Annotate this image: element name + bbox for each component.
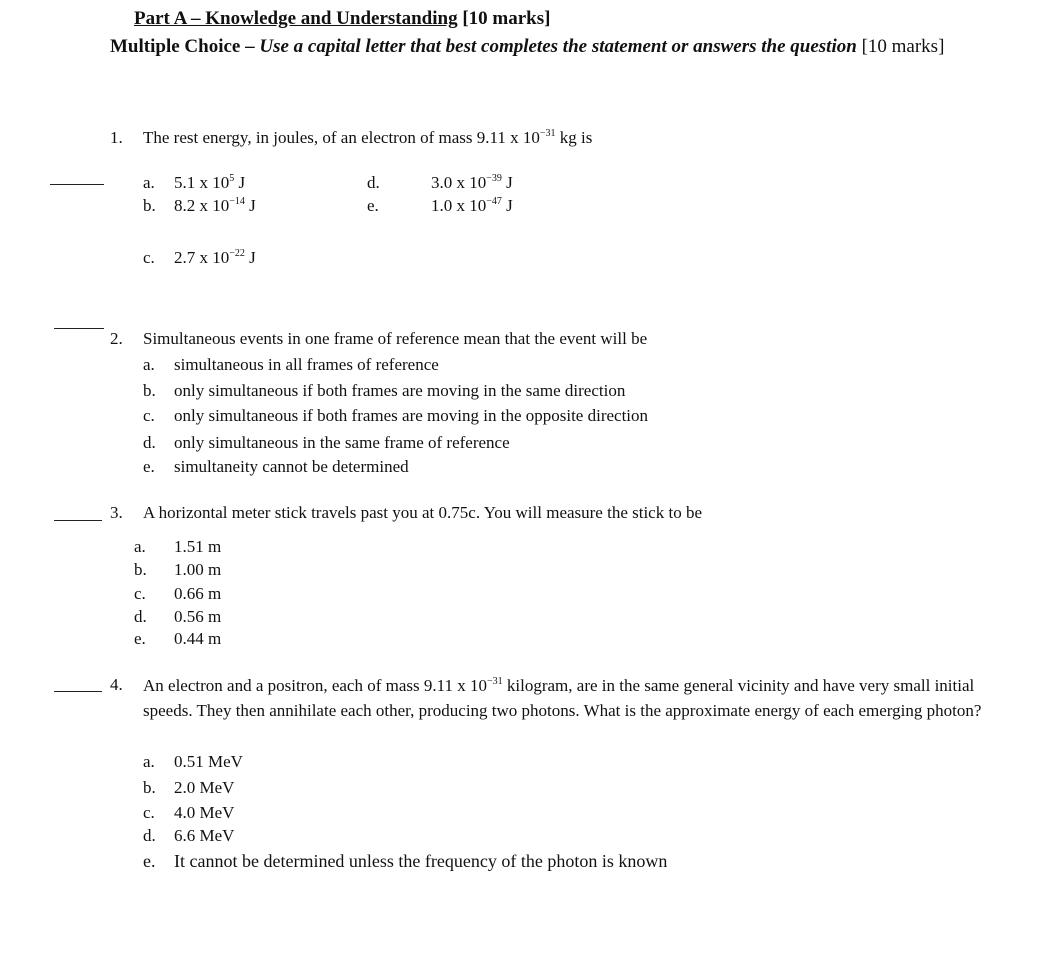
q1-option-a bbox=[174, 173, 245, 193]
q4-option-e-letter: e. bbox=[143, 851, 156, 871]
q3-option-b: 1.00 m bbox=[174, 560, 222, 579]
q4-option-a-letter: a. bbox=[143, 752, 155, 771]
q1-option-e-exp: −47 bbox=[486, 196, 502, 207]
q1-option-b-letter: b. bbox=[143, 196, 156, 215]
question-4-number: 4. bbox=[110, 675, 123, 694]
question-4-exponent: −31 bbox=[487, 676, 503, 687]
instruction-text: Use a capital letter that best completes the statement or answers the question bbox=[259, 36, 857, 57]
question-1-text bbox=[143, 128, 592, 148]
part-title bbox=[134, 8, 550, 30]
q4-option-e: It cannot be determined unless the frequency of the photon is known bbox=[174, 851, 668, 871]
q1-option-d bbox=[431, 173, 513, 193]
q4-option-c-letter: c. bbox=[143, 803, 155, 822]
q2-option-b-letter: b. bbox=[143, 381, 156, 400]
instruction-marks: [10 marks] bbox=[861, 36, 945, 57]
q1-option-c bbox=[174, 248, 256, 268]
question-1-text-end: kg is bbox=[555, 128, 593, 147]
q4-option-b-letter: b. bbox=[143, 778, 156, 797]
q2-option-e-letter: e. bbox=[143, 457, 155, 476]
instructions bbox=[110, 33, 1010, 61]
question-4-text-end: kilogram, are in the same general vicinity and have very small initial speeds. They then annihilate each other, producing two photons. What is the approximate energy of each emerging photon? bbox=[143, 676, 982, 720]
q4-option-c: 4.0 MeV bbox=[174, 803, 235, 822]
q1-option-d-unit: J bbox=[501, 173, 513, 192]
question-1-text-main: The rest energy, in joules, of an electron of mass 9.11 x 10 bbox=[143, 128, 540, 147]
q2-option-d-letter: d. bbox=[143, 433, 156, 452]
q1-option-c-unit: J bbox=[244, 248, 256, 267]
q1-option-a-exp: 5 bbox=[229, 173, 235, 184]
question-4-text-main: An electron and a positron, each of mass 9.11 x 10 bbox=[143, 676, 488, 695]
part-marks: [10 marks] bbox=[462, 8, 551, 29]
q1-option-b-base: 8.2 x 10 bbox=[174, 196, 230, 215]
question-4-text bbox=[143, 673, 1003, 723]
q3-option-e: 0.44 m bbox=[174, 629, 222, 648]
q2-option-e: simultaneity cannot be determined bbox=[174, 457, 409, 476]
answer-blank-2[interactable] bbox=[54, 328, 104, 329]
q1-option-b bbox=[174, 196, 256, 216]
q3-option-c-letter: c. bbox=[134, 584, 146, 603]
q2-option-a: simultaneous in all frames of reference bbox=[174, 355, 439, 374]
q1-option-e-base: 1.0 x 10 bbox=[431, 196, 487, 215]
question-1-exponent: −31 bbox=[539, 128, 556, 139]
q3-option-c: 0.66 m bbox=[174, 584, 222, 603]
q3-option-a-letter: a. bbox=[134, 537, 146, 556]
question-3-number: 3. bbox=[110, 503, 123, 522]
q1-option-d-exp: −39 bbox=[486, 173, 502, 184]
question-2-number: 2. bbox=[110, 329, 123, 348]
q3-option-e-letter: e. bbox=[134, 629, 146, 648]
q1-option-e-unit: J bbox=[501, 196, 513, 215]
q1-option-e-letter: e. bbox=[367, 196, 379, 215]
q1-option-c-base: 2.7 x 10 bbox=[174, 248, 230, 267]
answer-blank-1[interactable] bbox=[50, 184, 104, 185]
q1-option-d-letter: d. bbox=[367, 173, 380, 192]
q2-option-a-letter: a. bbox=[143, 355, 155, 374]
q2-option-d: only simultaneous in the same frame of reference bbox=[174, 433, 510, 452]
q3-option-a: 1.51 m bbox=[174, 537, 222, 556]
q1-option-a-base: 5.1 x 10 bbox=[174, 173, 230, 192]
q4-option-b: 2.0 MeV bbox=[174, 778, 235, 797]
q2-option-b: only simultaneous if both frames are moving in the same direction bbox=[174, 381, 626, 400]
q1-option-c-letter: c. bbox=[143, 248, 155, 267]
q1-option-d-base: 3.0 x 10 bbox=[431, 173, 487, 192]
instruction-heading: Multiple Choice – bbox=[110, 36, 255, 57]
q1-option-b-unit: J bbox=[244, 196, 256, 215]
q3-option-d-letter: d. bbox=[134, 607, 147, 626]
q4-option-d: 6.6 MeV bbox=[174, 826, 235, 845]
q3-option-b-letter: b. bbox=[134, 560, 147, 579]
q4-option-d-letter: d. bbox=[143, 826, 156, 845]
q2-option-c-letter: c. bbox=[143, 406, 155, 425]
q1-option-a-letter: a. bbox=[143, 173, 155, 192]
q3-option-d: 0.56 m bbox=[174, 607, 222, 626]
answer-blank-3[interactable] bbox=[54, 520, 102, 521]
question-2-text: Simultaneous events in one frame of reference mean that the event will be bbox=[143, 329, 648, 348]
q2-option-c: only simultaneous if both frames are moving in the opposite direction bbox=[174, 406, 649, 425]
q1-option-b-exp: −14 bbox=[229, 196, 245, 207]
question-3-text: A horizontal meter stick travels past you at 0.75c. You will measure the stick to be bbox=[143, 503, 702, 522]
q1-option-e bbox=[431, 196, 513, 216]
q1-option-a-unit: J bbox=[234, 173, 246, 192]
question-1-number: 1. bbox=[110, 128, 123, 147]
part-title-text: Part A – Knowledge and Understanding bbox=[134, 8, 458, 29]
answer-blank-4[interactable] bbox=[54, 691, 102, 692]
q1-option-c-exp: −22 bbox=[229, 248, 245, 259]
q4-option-a: 0.51 MeV bbox=[174, 752, 243, 771]
